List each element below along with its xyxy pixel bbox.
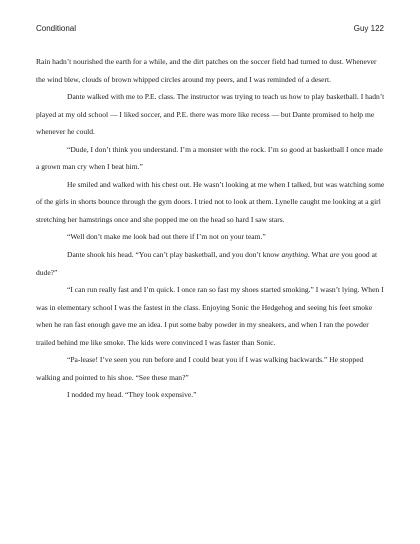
paragraph: [36, 386, 386, 404]
paragraph: [36, 351, 386, 386]
text-run: “Pa-lease! I’ve seen you run before and I could beat you if I was walking backwards.” He stopped walking and pointed to his shoe. “See these man?”: [36, 355, 364, 382]
text-run: He smiled and walked with his chest out. He wasn’t looking at me when I talked, but was watching some of the girls in shorts bounce through the gym doors. I tried not to look at them. Lynelle caught me looking at a girl stretching her hamstrings once and she popped me on the head so hard I saw stars.: [36, 179, 385, 224]
italic-text: anything: [281, 250, 308, 260]
text-run: “Dude, I don’t think you understand. I’m a monster with the rock. I’m so good at basketball I once made a grown man cry when I beat him.”: [36, 144, 383, 172]
paragraph: [36, 176, 386, 229]
text-run: Rain hadn’t nourished the earth for a while, and the dirt patches on the soccer field had turned to dust. Whenever the wind blew, clouds of brown whipped circles around my peers, and I was reminded of a desert.: [36, 57, 377, 84]
header-title: Conditional: [36, 24, 77, 33]
text-run: “Well don’t make me look bad out there if I’m not on your team.”: [67, 232, 266, 242]
body-text: [36, 53, 386, 404]
paragraph: [36, 281, 386, 351]
paragraph: [36, 88, 386, 141]
header-page-number: Guy 122: [353, 24, 384, 33]
text-run: you good at dude?”: [36, 250, 378, 277]
text-run: Dante walked with me to P.E. class. The instructor was trying to teach us how to play basketball. I hadn’t played at my old school — I liked soccer, and P.E. there was more like recess — but Dante promised to help me whenever he could.: [36, 92, 385, 137]
paragraph: [36, 246, 386, 281]
text-run: . What: [307, 250, 330, 260]
paragraph: [36, 141, 386, 176]
paragraph: [36, 228, 386, 246]
text-run: “I can run really fast and I’m quick. I once ran so fast my shoes started smoking.” I wasn’t lying. When I was in elementary school I was the fastest in the class. Enjoying Sonic the Hedgehog and seeing his feet smoke when he ran fast enough gave me an idea. I put some baby powder in my sneakers, and when I ran the powder trailed behind me like smoke. The kids were convinced I was faster than Sonic.: [36, 285, 384, 347]
text-run: Dante shook his head. “You can’t play basketball, and you don’t know: [67, 250, 282, 260]
paragraph: [36, 53, 386, 88]
text-run: I nodded my head. “They look expensive.”: [67, 390, 197, 400]
italic-text: are: [329, 250, 340, 260]
running-header: [36, 24, 384, 33]
